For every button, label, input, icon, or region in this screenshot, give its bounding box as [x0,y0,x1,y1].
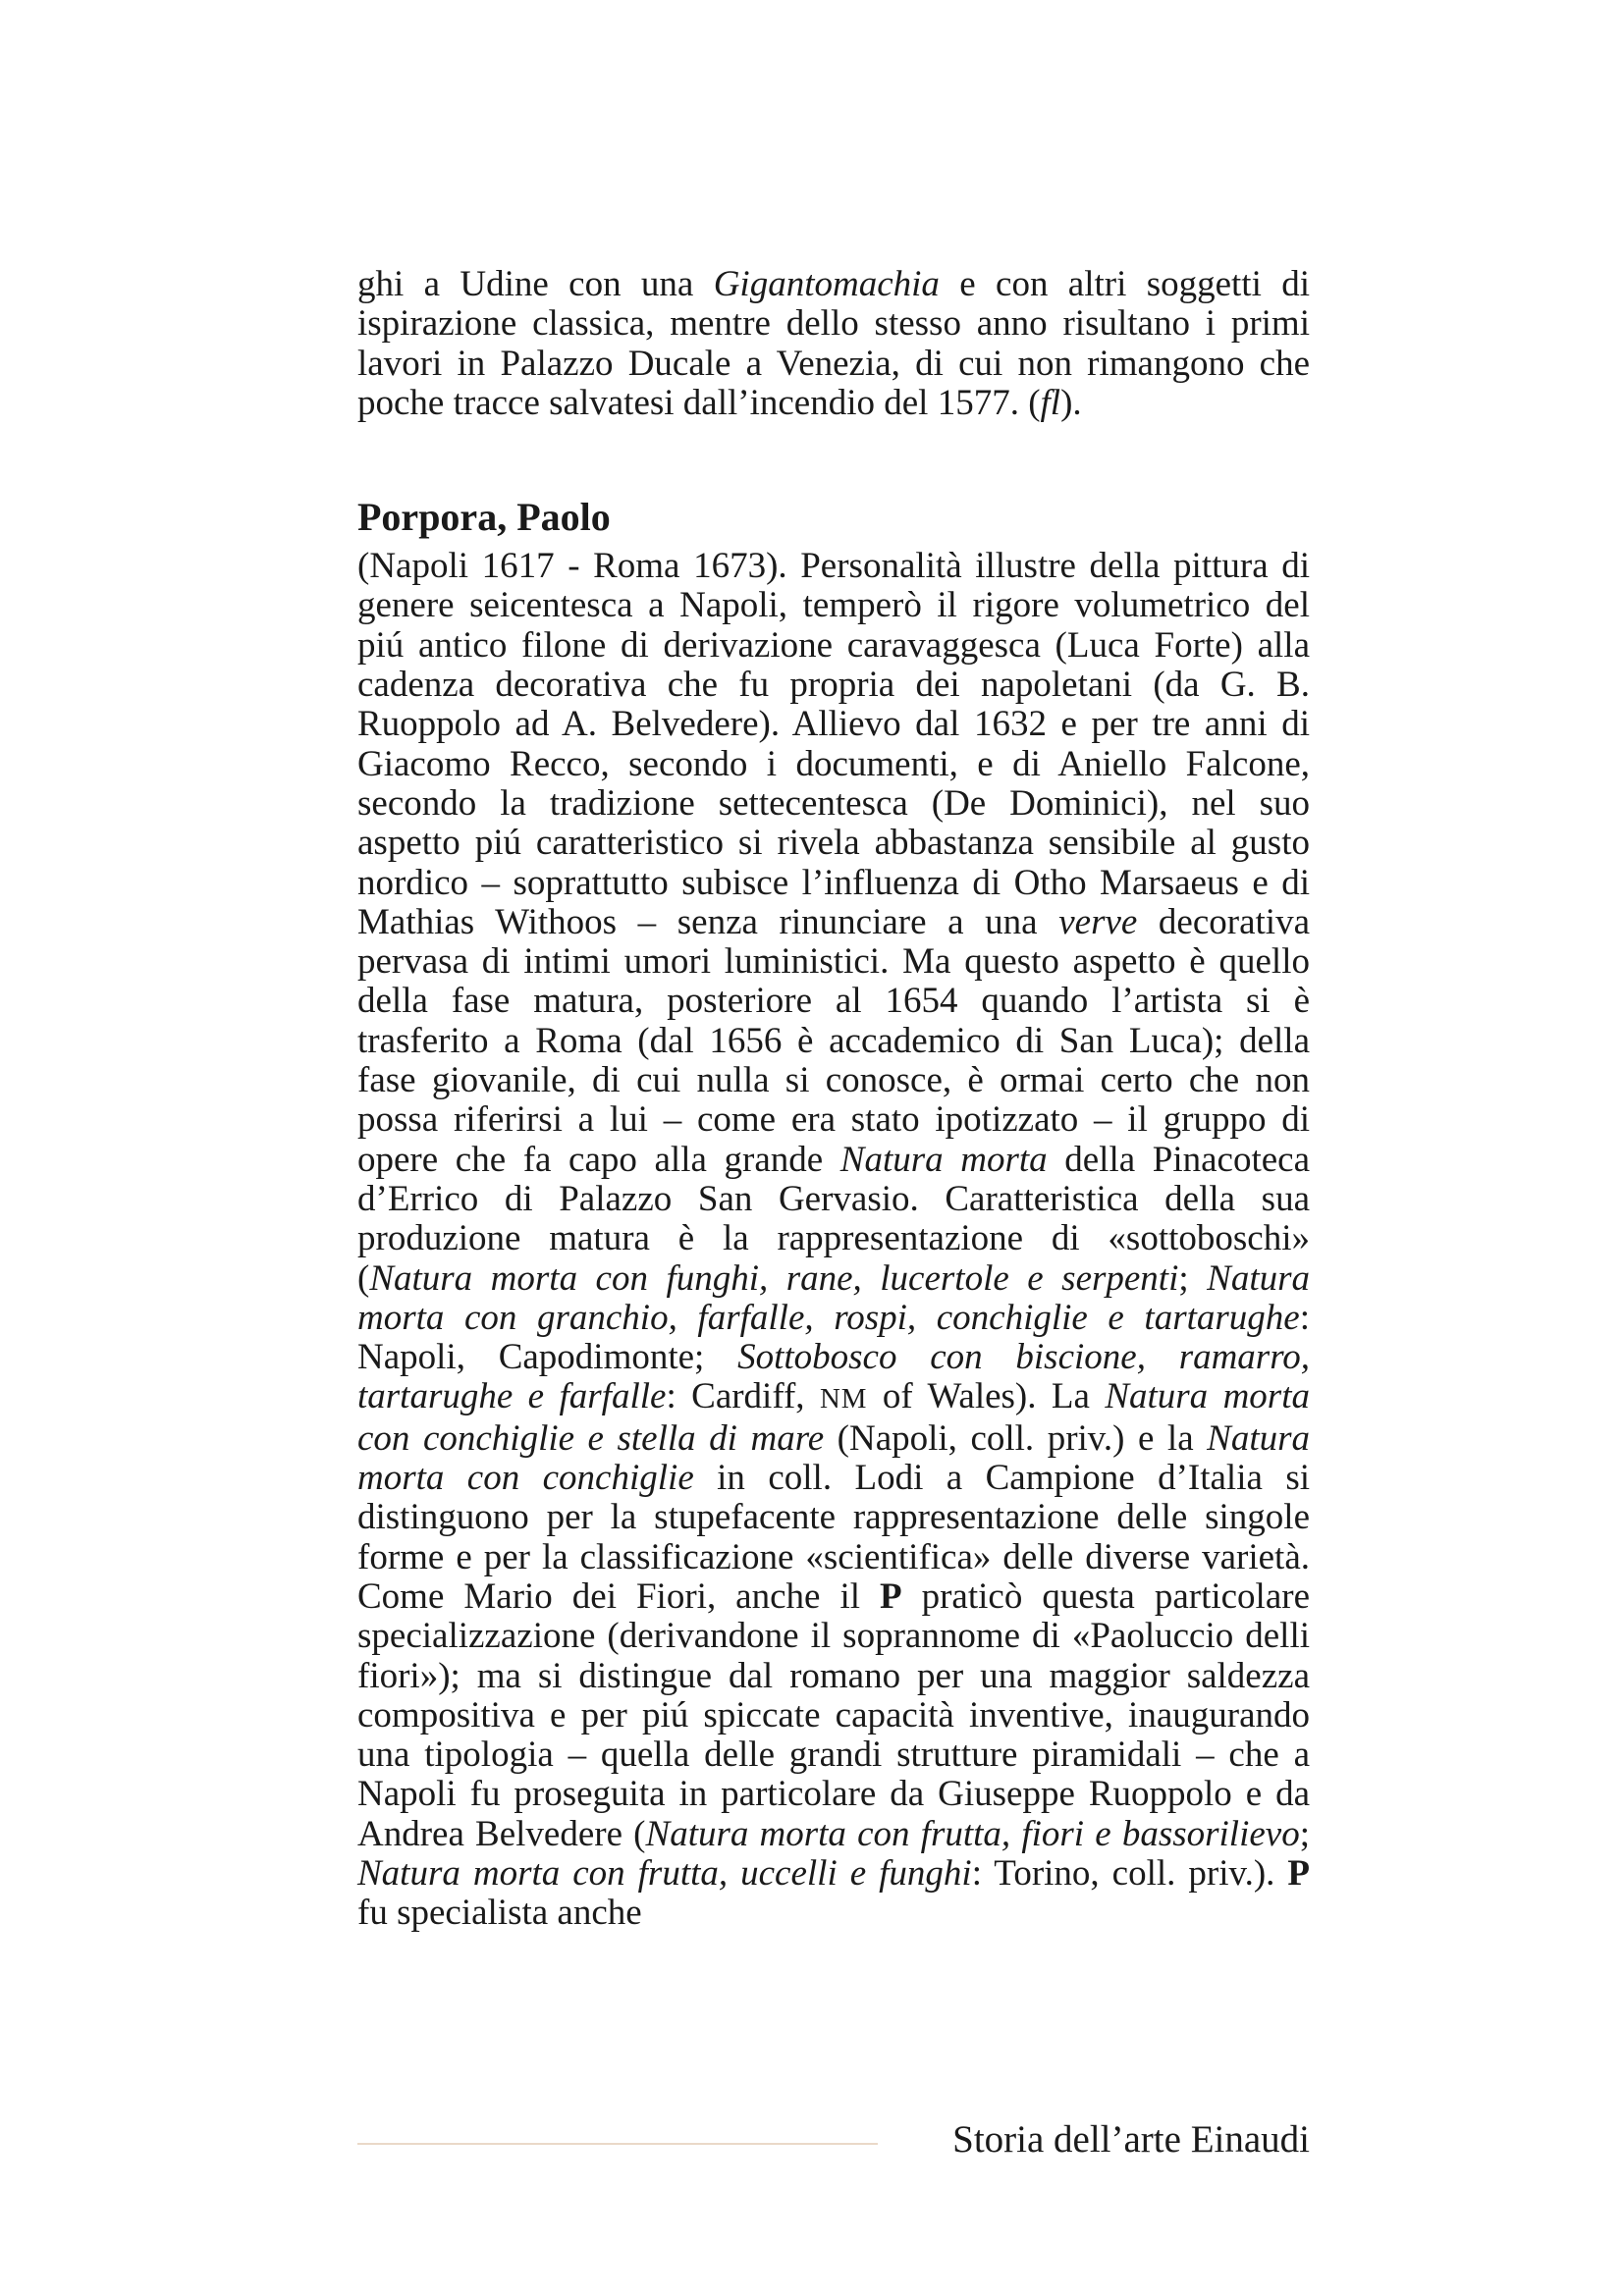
text-segment: della Pinacoteca d’Errico di Palazzo San Gervasio. Caratteristica della sua produzione matura è la rappresentazione di «sottoboschi» ( [357,1139,1310,1299]
text-segment: e con altri soggetti di ispirazione classica, mentre dello stesso anno risultano i primi lavori in Palazzo Ducale a Venezia, di cui non rimangono che poche tracce salvatesi dall’incendio del 1577. ( [357,264,1310,423]
footer-title: Storia dell’arte Einaudi [952,2118,1310,2161]
continuation-paragraph [357,265,1310,423]
entry-body [357,547,1310,1933]
artwork-title: Gigantomachia [713,264,940,304]
text-segment: ). [1060,382,1082,423]
text-segment: praticò questa particolare specializzazione (derivandone il soprannome di «Paoluccio delli fiori»); ma si distingue dal romano per una maggior saldezza compositiva e per piú spiccate capacità inventive, inaugurando una tipologia – quella delle grandi strutture piramidali – che a Napoli fu proseguita in particolare da Giuseppe Ruoppolo e da Andrea Belvedere ( [357,1575,1311,1854]
footer-rule [357,2143,878,2145]
artwork-title: Natura morta con frutta, fiori e bassorilievo [645,1813,1300,1854]
entry-heading: Porpora, Paolo [357,495,611,540]
museum-abbreviation: NM [819,1383,868,1415]
italic-term: verve [1058,901,1138,942]
artwork-title: Natura morta con frutta, uccelli e funghi [357,1852,972,1894]
text-segment: : Torino, coll. priv.). [971,1852,1288,1894]
text-segment: ghi a Udine con una [357,264,714,304]
artwork-title: Natura morta con funghi, rane, lucertole e serpenti [369,1257,1179,1299]
text-segment: (Napoli, coll. priv.) e la [824,1417,1208,1459]
text-segment: ; [1178,1257,1208,1299]
text-segment: (Napoli 1617 - Roma 1673). Personalità illustre della pittura di genere seicentesca a Napoli, temperò il rigore volumetrico del piú antico filone di derivazione caravaggesca (Luca Forte) alla cadenza decorativa che fu propria dei napoletani (da G. B. Ruoppolo ad A. Belvedere). Allievo dal 1632 e per tre anni di Giacomo Recco, secondo i documenti, e di Aniello Falcone, secondo la tradizione settecentesca (De Dominici), nel suo aspetto piú caratteristico si rivela abbastanza sensibile al gusto nordico – soprattutto subisce l’influenza di Otho Marsaeus e di Mathias Withoos – senza rinunciare a una [357,546,1310,942]
artist-initial: P [1287,1852,1311,1894]
artwork-title: Natura morta con conchiglie e stella di mare [357,1376,1310,1459]
text-segment: : Napoli, Capodimonte; [357,1297,1310,1378]
text-segment: of Wales). La [867,1376,1106,1417]
text-segment: ; [1299,1813,1310,1854]
text-segment: in coll. Lodi a Campione d’Italia si distinguono per la stupefacente rappresentazione delle singole forme e per la classificazione «scientifica» delle diverse varietà. Come Mario dei Fiori, anche il [357,1458,1310,1617]
text-column [357,265,1310,1934]
text-segment: decorativa pervasa di intimi umori luministici. Ma questo aspetto è quello della fase matura, posteriore al 1654 quando l’artista si è trasferito a Roma (dal 1656 è accademico di San Luca); della fase giovanile, di cui nulla si conosce, è ormai certo che non possa riferirsi a lui – come era stato ipotizzato – il gruppo di opere che fa capo alla grande [357,901,1310,1180]
text-segment: fu specialista anche [357,1893,642,1934]
text-segment: : Cardiff, [666,1376,820,1417]
artwork-title: Natura morta con conchiglie [357,1417,1310,1499]
artwork-title: Sottobosco con biscione, ramarro, tartarughe e farfalle [357,1337,1310,1417]
artwork-title: Natura morta con granchio, farfalle, rospi, conchiglie e tartarughe [357,1257,1310,1338]
author-initials: fl [1040,382,1061,423]
artist-initial: P [880,1575,902,1617]
artwork-title: Natura morta [839,1139,1048,1180]
